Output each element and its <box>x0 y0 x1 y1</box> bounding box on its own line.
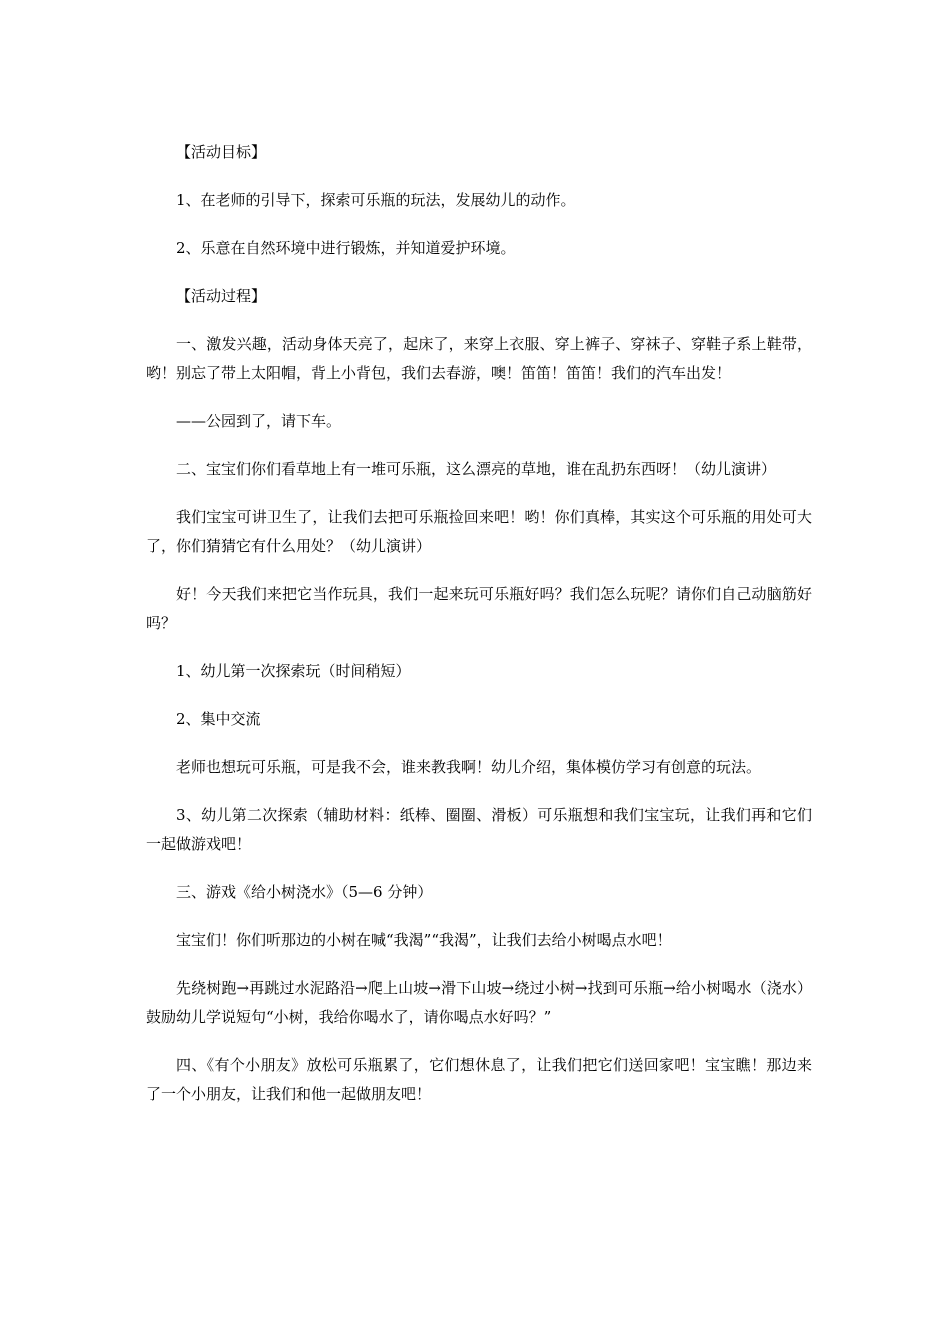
section-heading-goals: 【活动目标】 <box>176 143 267 161</box>
process-step-3-intro: 宝宝们！你们听那边的小树在喊“我渴”“我渴”，让我们去给小树喝点水吧！ <box>176 931 672 949</box>
section-heading-process: 【活动过程】 <box>176 287 267 305</box>
goal-item-1: 1、在老师的引导下，探索可乐瓶的玩法，发展幼儿的动作。 <box>176 191 576 209</box>
goal-item-2: 2、乐意在自然环境中进行锻炼，并知道爱护环境。 <box>176 239 516 257</box>
explore-item-3: 3、幼儿第二次探索（辅助材料：纸棒、圈圈、滑板）可乐瓶想和我们宝宝玩，让我们再和它们一起做游戏吧！ <box>146 806 812 853</box>
process-step-2: 二、宝宝们你们看草地上有一堆可乐瓶，这么漂亮的草地，谁在乱扔东西呀！（幼儿演讲） <box>176 460 777 478</box>
explore-item-2: 2、集中交流 <box>176 710 261 728</box>
process-arrival: ——公园到了，请下车。 <box>176 412 342 430</box>
process-step-3-route: 先绕树跑→再跳过水泥路沿→爬上山坡→滑下山坡→绕过小树→找到可乐瓶→给小树喝水（浇水）鼓励幼儿学说短句“小树，我给你喝水了，请你喝点水好吗？” <box>146 979 812 1026</box>
process-step-4: 四、《有个小朋友》放松可乐瓶累了，它们想休息了，让我们把它们送回家吧！宝宝瞧！那边来了一个小朋友，让我们和他一起做朋友吧！ <box>146 1056 812 1103</box>
explore-item-2-detail: 老师也想玩可乐瓶，可是我不会，谁来教我啊！幼儿介绍，集体模仿学习有创意的玩法。 <box>176 758 762 776</box>
process-step-2-invite: 好！今天我们来把它当作玩具，我们一起来玩可乐瓶好吗？我们怎么玩呢？请你们自己动脑筋好吗？ <box>146 585 812 632</box>
explore-item-1: 1、幼儿第一次探索玩（时间稍短） <box>176 662 411 680</box>
process-step-1: 一、激发兴趣，活动身体天亮了，起床了，来穿上衣服、穿上裤子、穿袜子、穿鞋子系上鞋带，哟！别忘了带上太阳帽，背上小背包，我们去春游，噢！笛笛！笛笛！我们的汽车出发！ <box>146 335 812 382</box>
process-step-2-detail: 我们宝宝可讲卫生了，让我们去把可乐瓶捡回来吧！哟！你们真棒，其实这个可乐瓶的用处可大了，你们猜猜它有什么用处？（幼儿演讲） <box>146 508 812 555</box>
document-page <box>146 138 812 1128</box>
process-step-3: 三、游戏《给小树浇水》（5—6 分钟） <box>176 883 433 901</box>
